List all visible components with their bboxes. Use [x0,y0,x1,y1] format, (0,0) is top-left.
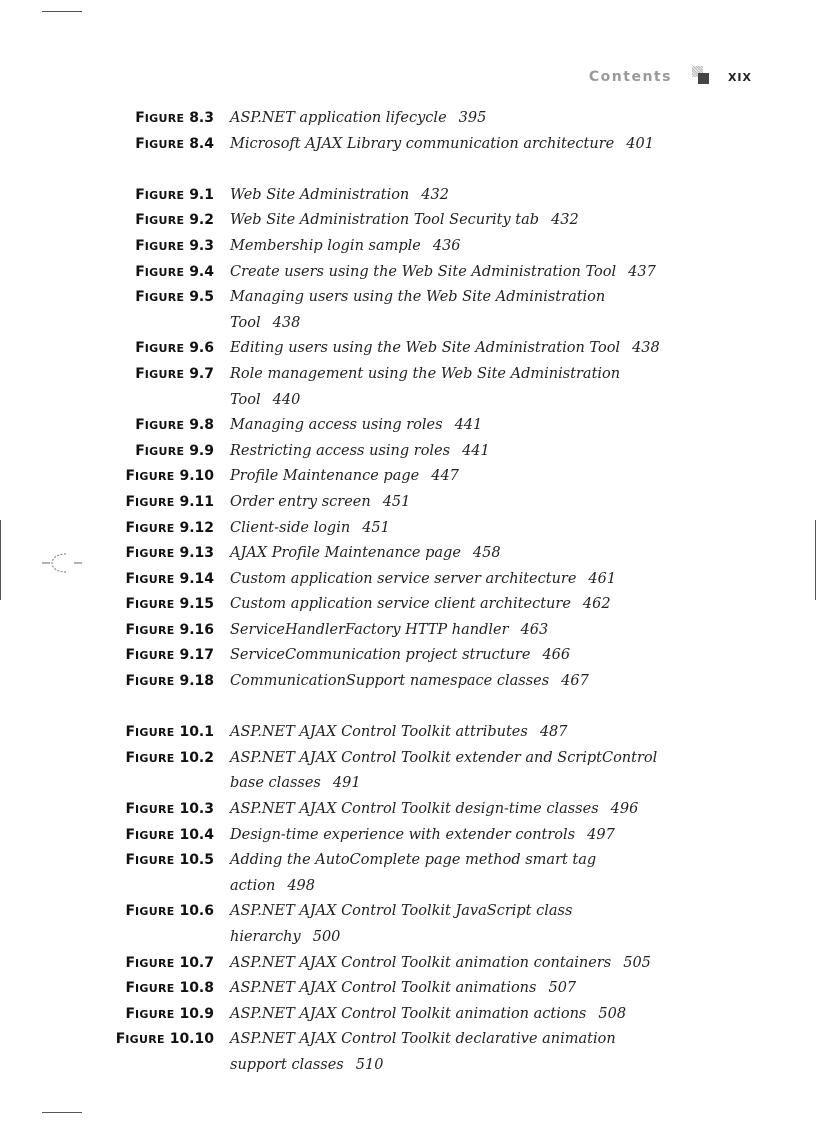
figure-label: FIGURE 9.10 [125,468,214,485]
figure-title: Microsoft AJAX Library communication architecture [230,135,615,152]
figure-label: FIGURE 9.7 [135,365,214,382]
figure-title: Web Site Administration [230,186,410,203]
figure-title: Custom application service server architecture [230,570,577,587]
figure-page: 432 [551,212,579,229]
figure-entry [0,362,816,413]
figure-label: FIGURE 9.6 [135,340,214,357]
figure-title: Role management using the Web Site Administration Tool [230,365,621,408]
figure-page: 497 [587,826,615,843]
figure-page: 432 [421,186,449,203]
figure-title: ASP.NET AJAX Control Toolkit attributes [230,724,528,741]
figure-number: 9.7 [189,365,214,382]
figure-label: FIGURE 9.16 [125,621,214,638]
figure-page: 491 [332,775,361,792]
figure-entry [0,567,816,593]
figure-entry [0,439,816,465]
figure-entry [0,413,816,439]
figure-title: ASP.NET application lifecycle [230,110,447,126]
figure-number: 10.2 [179,749,214,766]
figure-number: 9.11 [179,493,214,510]
figure-label: FIGURE 9.3 [135,237,214,254]
figure-title: ASP.NET AJAX Control Toolkit animation containers [230,954,612,971]
figure-label: FIGURE 9.1 [135,186,214,203]
figure-entry [0,260,816,286]
figure-title: Profile Maintenance page [230,468,420,485]
figure-title: ServiceCommunication project structure [230,647,531,664]
figure-title: ASP.NET AJAX Control Toolkit design-time classes [230,801,599,818]
figure-title: AJAX Profile Maintenance page [230,545,461,562]
figure-page: 447 [431,468,459,485]
figure-label: FIGURE 10.7 [125,954,214,971]
figure-entry [0,823,816,849]
figure-label: FIGURE 9.4 [135,263,214,280]
figure-title: ASP.NET AJAX Control Toolkit declarative animation support classes [230,1031,616,1073]
figure-number: 10.7 [179,954,214,971]
figure-title: ASP.NET AJAX Control Toolkit animation actions [230,1005,587,1022]
section-title: Contents [588,69,672,85]
figure-number: 9.14 [179,570,214,587]
figure-title: Managing users using the Web Site Administration Tool [230,289,606,331]
figure-number: 10.9 [179,1005,214,1022]
figure-entry [0,285,816,336]
figure-label: FIGURE 10.4 [125,826,214,843]
figure-entry [0,1027,816,1078]
figure-number: 10.10 [169,1031,214,1048]
figure-entry [0,541,816,567]
figure-title: Restricting access using roles [230,442,451,459]
figure-page: 441 [462,442,490,459]
running-header [589,66,752,88]
figure-entry [0,643,816,669]
figure-label: FIGURE 10.1 [125,724,214,741]
figure-number: 9.4 [189,263,214,280]
figure-entry [0,746,816,797]
figure-entry [0,669,816,695]
figure-label: FIGURE 9.15 [125,596,214,613]
figure-title: Managing access using roles [230,417,443,434]
figure-number: 8.3 [189,110,214,126]
figure-number: 8.4 [189,135,214,152]
figure-number: 9.8 [189,417,214,434]
figure-label: FIGURE 9.9 [135,442,214,459]
figure-page: 508 [598,1005,627,1022]
figure-label: FIGURE 9.17 [125,647,214,664]
figure-title: Membership login sample [230,237,421,254]
figure-entry [0,592,816,618]
figure-page: 440 [272,391,301,408]
figure-page: 451 [362,519,390,536]
figure-number: 9.6 [189,340,214,357]
figure-entry [0,464,816,490]
figure-title: ASP.NET AJAX Control Toolkit extender and ScriptControl base classes [230,749,658,792]
figure-number: 10.3 [179,801,214,818]
figure-page: 462 [582,596,611,613]
section-gap [0,157,816,183]
figure-title: Design-time experience with extender controls [230,826,576,843]
figure-title: Client-side login [230,519,351,536]
crop-mark-top-left [42,11,82,12]
figure-number: 10.5 [179,852,214,869]
figure-number: 9.16 [179,621,214,638]
figure-page: 463 [520,621,549,638]
figure-page: 496 [610,801,639,818]
figure-number: 9.12 [179,519,214,536]
figure-page: 438 [632,340,660,357]
figure-label: FIGURE 8.3 [135,110,214,126]
figure-label: FIGURE 9.2 [135,212,214,229]
figure-page: 467 [561,673,589,690]
figure-number: 9.10 [179,468,214,485]
figure-entry [0,208,816,234]
figure-label: FIGURE 10.8 [125,980,214,997]
figure-list [0,106,816,1079]
figure-page: 438 [272,314,301,331]
figure-page: 441 [454,417,483,434]
figure-number: 9.17 [179,647,214,664]
figure-number: 10.4 [179,826,214,843]
figure-title: Web Site Administration Tool Security tab [230,212,540,229]
figure-label: FIGURE 10.9 [125,1005,214,1022]
figure-entry [0,720,816,746]
figure-title: Order entry screen [230,493,371,510]
figure-page: 507 [548,980,577,997]
figure-title: CommunicationSupport namespace classes [230,673,550,690]
figure-page: 500 [312,929,341,945]
page-number: XIX [727,70,752,84]
figure-label: FIGURE 8.4 [135,135,214,152]
figure-label: FIGURE 9.8 [135,417,214,434]
figure-title: ServiceHandlerFactory HTTP handler [230,621,509,638]
figure-number: 10.1 [179,724,214,741]
figure-entry [0,899,816,950]
figure-entry [0,848,816,899]
figure-entry [0,951,816,977]
figure-number: 9.5 [189,289,214,306]
figure-number: 9.9 [189,442,214,459]
figure-page: 436 [432,237,461,254]
figure-entry [0,618,816,644]
figure-title: ASP.NET AJAX Control Toolkit animations [230,980,537,997]
figure-title: Editing users using the Web Site Administration Tool [230,340,621,357]
figure-number: 9.13 [179,545,214,562]
figure-entry [0,132,816,158]
figure-entry [0,797,816,823]
figure-page: 487 [539,724,568,741]
figure-number: 9.18 [179,673,214,690]
figure-page: 451 [382,493,411,510]
section-gap [0,695,816,721]
figure-number: 9.3 [189,237,214,254]
figure-page: 461 [588,570,617,587]
figure-number: 9.2 [189,212,214,229]
figure-label: FIGURE 9.11 [125,493,214,510]
figure-page: 510 [355,1056,384,1073]
figure-label: FIGURE 9.13 [125,545,214,562]
figure-title: Custom application service client architecture [230,596,571,613]
figure-entry [0,1002,816,1028]
figure-label: FIGURE 10.2 [125,749,214,766]
figure-title: Create users using the Web Site Administration Tool [230,263,617,280]
figure-entry [0,516,816,542]
figure-label: FIGURE 10.6 [125,903,214,920]
figure-label: FIGURE 10.5 [125,852,214,869]
figure-label: FIGURE 10.10 [115,1031,214,1048]
figure-number: 10.6 [179,903,214,920]
figure-page: 401 [626,135,654,152]
figure-entry [0,106,816,132]
figure-entry [0,336,816,362]
figure-entry [0,183,816,209]
figure-title: Adding the AutoComplete page method smart tag action [230,852,597,894]
figure-label: FIGURE 10.3 [125,801,214,818]
figure-page: 498 [287,877,315,894]
figure-number: 9.15 [179,596,214,613]
crop-mark-bottom-left [42,1112,82,1113]
figure-page: 505 [623,954,651,971]
figure-label: FIGURE 9.5 [135,289,214,306]
figure-page: 458 [472,545,501,562]
figure-label: FIGURE 9.12 [125,519,214,536]
figure-page: 437 [628,263,656,280]
figure-page: 466 [542,647,571,664]
figure-entry [0,234,816,260]
figure-label: FIGURE 9.14 [125,570,214,587]
figure-label: FIGURE 9.18 [125,673,214,690]
figure-number: 10.8 [179,980,214,997]
figure-number: 9.1 [189,186,214,203]
figure-entry [0,490,816,516]
header-ornament-icon [692,66,714,88]
figure-title: ASP.NET AJAX Control Toolkit JavaScript class hierarchy [230,903,573,945]
figure-entry [0,976,816,1002]
figure-page: 395 [458,110,487,126]
